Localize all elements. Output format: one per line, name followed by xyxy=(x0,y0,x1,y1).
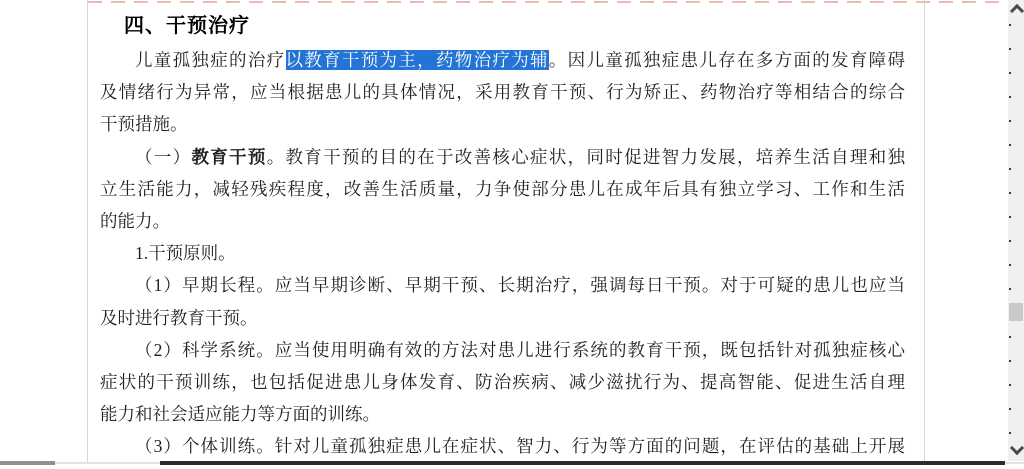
list-item-line: 1.干预原则。 xyxy=(135,243,236,264)
chevron-down-icon[interactable] xyxy=(1010,441,1024,455)
page-right-border xyxy=(924,0,925,461)
list-item-line: （1）早期长程。应当早期诊断、早期干预、长期治疗，强调每日干预。对于可疑的患儿也应当 xyxy=(135,275,905,296)
text-run: 。教育干预的目的在于改善核心症状，同时促进智力发展，培养生活自理和独 xyxy=(266,146,905,167)
paragraph-line: 立生活能力，减轻残疾程度，改善生活质量，力争使部分患儿在成年后具有独立学习、工作和生活 xyxy=(100,178,905,199)
paragraph-line xyxy=(100,141,905,173)
scrollbar-thumb[interactable] xyxy=(1009,303,1023,321)
paragraph-line xyxy=(100,44,905,76)
text-run: 。因儿童孤独症患儿存在多方面的发育障碍 xyxy=(548,50,905,70)
list-item-line: （3）个体训练。针对儿童孤独症患儿在症状、智力、行为等方面的问题，在评估的基础上开展 xyxy=(135,436,905,457)
paragraph-line: 症状的干预训练，也包括促进患儿身体发育、防治疾病、减少滋扰行为、提高智能、促进生活自理 xyxy=(100,371,905,392)
dotted-guide-line xyxy=(1009,24,1011,448)
bottom-gray-bar xyxy=(0,461,55,465)
text-run: 儿童孤独症的治疗 xyxy=(135,50,286,70)
vertical-scrollbar[interactable] xyxy=(1008,0,1024,461)
page-left-border xyxy=(87,0,88,462)
document-page[interactable] xyxy=(100,8,905,462)
paragraph-line: 能力和社会适应能力等方面的训练。 xyxy=(100,404,380,425)
bottom-dark-bar xyxy=(160,461,1005,465)
list-item-line: （2）科学系统。应当使用明确有效的方法对患儿进行系统的教育干预，既包括针对孤独症核心 xyxy=(135,339,905,360)
section-heading: 四、干预治疗 xyxy=(124,15,250,37)
paragraph-line: 及情绪行为异常，应当根据患儿的具体情况，采用教育干预、行为矫正、药物治疗等相结合的综合 xyxy=(100,82,905,103)
text-run: （一） xyxy=(135,146,192,167)
paragraph-line: 干预措施。 xyxy=(100,114,188,135)
chevron-up-icon[interactable] xyxy=(1010,4,1024,18)
subheading-run: 教育干预 xyxy=(191,146,267,167)
paragraph-line: 的能力。 xyxy=(100,210,170,231)
paragraph-line: 及时进行教育干预。 xyxy=(100,307,258,328)
page-break-dashed-line xyxy=(88,1,1008,3)
selected-text[interactable]: 以教育干预为主，药物治疗为辅 xyxy=(285,50,549,70)
